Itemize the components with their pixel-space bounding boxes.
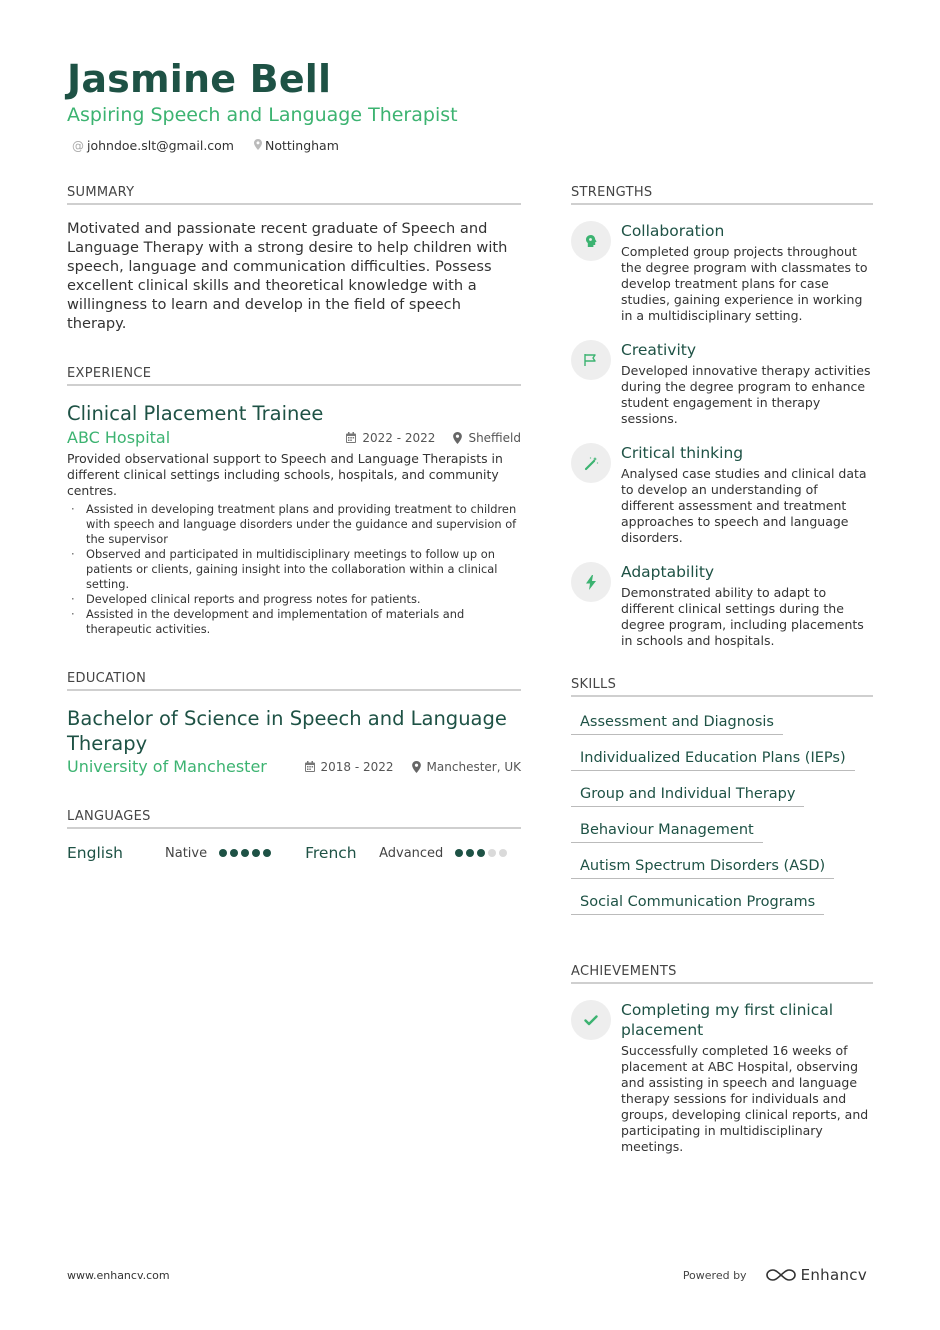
at-icon: @ xyxy=(72,138,84,153)
enhancv-logo-icon xyxy=(765,1267,797,1283)
job-company: ABC Hospital xyxy=(67,428,171,447)
experience-heading: EXPERIENCE xyxy=(67,366,521,386)
brain-icon xyxy=(571,221,611,261)
strength-body xyxy=(621,340,873,427)
location-pin-icon xyxy=(453,432,462,444)
proficiency-dot-empty xyxy=(488,849,496,857)
job-dates xyxy=(346,431,435,445)
achievement-text: Successfully completed 16 weeks of placement at ABC Hospital, observing and assisting in speech and language therapy sessions for individuals and groups, developing clinical reports, and participating in multidisciplinary meetings. xyxy=(621,1043,869,1154)
strength-title: Adaptability xyxy=(621,563,715,581)
languages-row xyxy=(67,844,521,862)
job-location-text: Sheffield xyxy=(468,430,521,445)
summary-heading: SUMMARY xyxy=(67,185,521,205)
job-title: Clinical Placement Trainee xyxy=(67,402,324,425)
job-info-row xyxy=(67,428,521,447)
education-dates xyxy=(305,760,394,774)
proficiency-dot-filled xyxy=(466,849,474,857)
achievement-item xyxy=(571,1000,873,1155)
location-text: Nottingham xyxy=(265,138,339,153)
strengths-section xyxy=(571,185,873,649)
proficiency-dot-filled xyxy=(455,849,463,857)
candidate-name: Jasmine Bell xyxy=(67,57,332,101)
strength-item xyxy=(571,221,873,324)
strength-body xyxy=(621,443,873,546)
skill-tag: Assessment and Diagnosis xyxy=(571,708,783,735)
achievements-heading: ACHIEVEMENTS xyxy=(571,964,873,984)
job-location xyxy=(453,431,521,445)
strength-text: Analysed case studies and clinical data to develop an understanding of different assessment and treatment approaches to speech and language disorders. xyxy=(621,466,867,545)
strength-title: Critical thinking xyxy=(621,444,744,462)
footer-url[interactable]: www.enhancv.com xyxy=(67,1268,170,1282)
lightning-icon xyxy=(571,562,611,602)
skill-tag: Behaviour Management xyxy=(571,816,763,843)
check-icon xyxy=(571,1000,611,1040)
languages-section xyxy=(67,809,521,862)
strength-text: Developed innovative therapy activities during the degree program to enhance student engagement in therapy sessions. xyxy=(621,363,871,426)
flag-icon xyxy=(571,340,611,380)
proficiency-dot-filled xyxy=(263,849,271,857)
job-description: Provided observational support to Speech and Language Therapists in different clinical settings including schools, hospitals, and community centres. xyxy=(67,451,503,498)
proficiency-dot-filled xyxy=(241,849,249,857)
job-dates-text: 2022 - 2022 xyxy=(362,430,436,445)
skills-section xyxy=(571,677,873,924)
contact-location xyxy=(254,138,339,153)
languages-heading: LANGUAGES xyxy=(67,809,521,829)
calendar-icon xyxy=(305,761,315,772)
strength-item xyxy=(571,562,873,649)
skill-tag: Group and Individual Therapy xyxy=(571,780,804,807)
job-bullet: · Assisted in developing treatment plans and providing treatment to children with speech and language disorders under the guidance and supervision of the supervisor xyxy=(67,502,521,547)
school-name: University of Manchester xyxy=(67,757,267,776)
skill-tag: Individualized Education Plans (IEPs) xyxy=(571,744,855,771)
education-dates-text: 2018 - 2022 xyxy=(320,759,394,774)
contact-info xyxy=(72,138,877,153)
strength-item xyxy=(571,340,873,427)
skills-heading: SKILLS xyxy=(571,677,873,697)
job-bullet: · Developed clinical reports and progress notes for patients. xyxy=(67,592,521,607)
strength-title: Collaboration xyxy=(621,222,725,240)
email-text: johndoe.slt@gmail.com xyxy=(87,138,234,153)
language-proficiency-dots xyxy=(455,849,510,857)
skill-tag: Social Communication Programs xyxy=(571,888,824,915)
education-section xyxy=(67,671,521,776)
education-heading: EDUCATION xyxy=(67,671,521,691)
language-name: French xyxy=(305,844,357,862)
experience-section xyxy=(67,366,521,637)
education-location-text: Manchester, UK xyxy=(426,759,521,774)
location-pin-icon xyxy=(254,139,262,153)
proficiency-dot-empty xyxy=(499,849,507,857)
right-column xyxy=(571,185,873,1155)
achievement-body xyxy=(621,1000,873,1155)
job-bullets xyxy=(67,502,521,637)
powered-by-label: Powered by xyxy=(682,1268,747,1282)
skill-list xyxy=(571,708,873,924)
contact-email[interactable] xyxy=(72,138,234,153)
degree-title: Bachelor of Science in Speech and Language Therapy xyxy=(67,707,507,755)
magic-wand-icon xyxy=(571,443,611,483)
job-bullet: · Observed and participated in multidisciplinary meetings to follow up on patients or clients, gaining insight into the collaboration within a clinical setting. xyxy=(67,547,521,592)
achievements-section xyxy=(571,964,873,1155)
strength-text: Demonstrated ability to adapt to different clinical settings during the degree program, including placements in schools and hospitals. xyxy=(621,585,864,648)
proficiency-dot-filled xyxy=(252,849,260,857)
education-info-row xyxy=(67,757,521,776)
proficiency-dot-filled xyxy=(219,849,227,857)
proficiency-dot-filled xyxy=(230,849,238,857)
education-location xyxy=(412,760,521,774)
strength-title: Creativity xyxy=(621,341,697,359)
calendar-icon xyxy=(346,432,356,443)
language-level: Advanced xyxy=(379,845,444,861)
strength-body xyxy=(621,562,873,649)
skill-tag: Autism Spectrum Disorders (ASD) xyxy=(571,852,834,879)
language-proficiency-dots xyxy=(219,849,274,857)
strength-text: Completed group projects throughout the degree program with classmates to develop treatment plans for case studies, gaining experience in working in a multidisciplinary setting. xyxy=(621,244,868,323)
achievement-title: Completing my first clinical placement xyxy=(621,1001,834,1039)
powered-by xyxy=(683,1266,867,1284)
summary-section xyxy=(67,185,521,333)
education-meta xyxy=(287,760,522,774)
job-meta xyxy=(328,431,521,445)
candidate-title: Aspiring Speech and Language Therapist xyxy=(67,104,458,126)
job-bullet: · Assisted in the development and implementation of materials and therapeutic activities. xyxy=(67,607,521,637)
left-column xyxy=(67,185,521,862)
location-pin-icon xyxy=(412,761,421,773)
summary-text: Motivated and passionate recent graduate of Speech and Language Therapy with a strong desire to help children with speech, language and communication difficulties. Possess excellent clinical skills and theoretical knowledge with a willingness to learn and develop in the field of speech therapy. xyxy=(67,220,508,332)
strength-item xyxy=(571,443,873,546)
brand-name: Enhancv xyxy=(800,1266,867,1284)
strength-body xyxy=(621,221,873,324)
language-level: Native xyxy=(165,845,208,861)
brand-logo[interactable] xyxy=(765,1266,867,1284)
language-name: English xyxy=(67,844,123,862)
proficiency-dot-filled xyxy=(477,849,485,857)
footer xyxy=(67,1266,867,1284)
strengths-heading: STRENGTHS xyxy=(571,185,873,205)
resume-header xyxy=(67,56,877,153)
